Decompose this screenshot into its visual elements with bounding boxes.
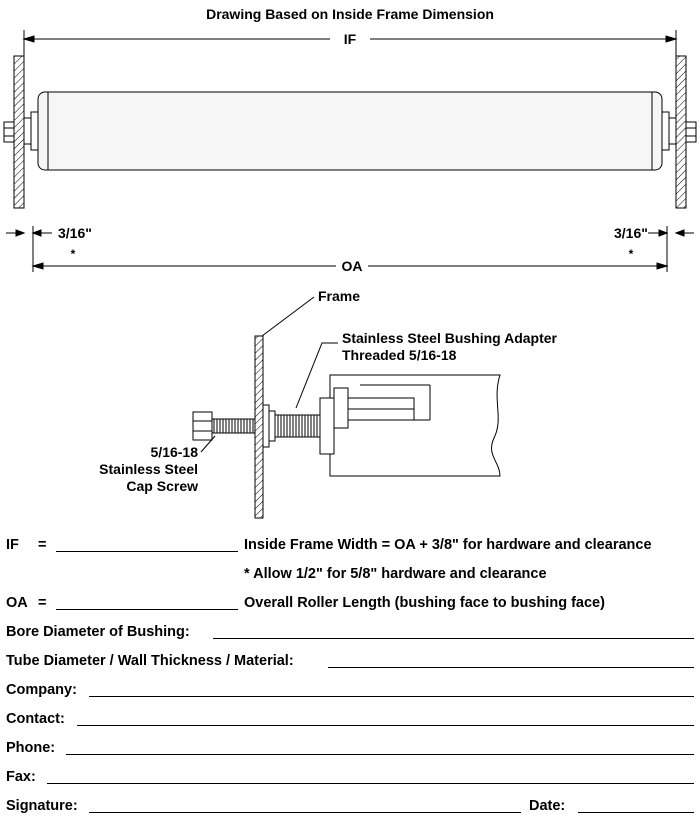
- date-label: Date:: [529, 798, 566, 814]
- asterisk-right: *: [628, 247, 634, 261]
- asterisk-left: *: [70, 247, 76, 261]
- fax-label: Fax:: [6, 769, 36, 785]
- frame-label: Frame: [318, 288, 361, 304]
- roller-end-section: [320, 375, 500, 476]
- drawing-title: Drawing Based on Inside Frame Dimension: [206, 6, 494, 22]
- clearance-left-label: 3/16": [58, 225, 92, 241]
- fax-line[interactable]: [47, 783, 694, 784]
- contact-label: Contact:: [6, 711, 65, 727]
- clearance-dimension-right: [648, 230, 694, 236]
- screw-label-line3: Cap Screw: [126, 478, 198, 494]
- left-frame: [14, 56, 24, 208]
- adapter-label-line1: Stainless Steel Bushing Adapter: [342, 330, 557, 346]
- phone-line[interactable]: [66, 754, 694, 755]
- tube-row: [0, 651, 700, 675]
- frame-leader: [262, 297, 314, 336]
- if-equals: =: [38, 537, 47, 553]
- tube-line[interactable]: [328, 667, 694, 668]
- contact-row: [0, 709, 700, 733]
- clearance-right-label: 3/16": [614, 225, 648, 241]
- signature-line[interactable]: [89, 812, 521, 813]
- roller-tube: [38, 92, 662, 170]
- phone-label: Phone:: [6, 740, 56, 756]
- if-note: * Allow 1/2" for 5/8" hardware and clearance: [244, 566, 547, 582]
- screw-label-line2: Stainless Steel: [99, 461, 198, 477]
- oa-equals: =: [38, 595, 47, 611]
- signature-row: [0, 796, 700, 820]
- oa-label: OA: [6, 595, 28, 611]
- date-line[interactable]: [578, 812, 694, 813]
- cap-screw: [193, 412, 255, 440]
- adapter-label-line2: Threaded 5/16-18: [342, 347, 457, 363]
- signature-label: Signature:: [6, 798, 78, 814]
- screw-label-line1: 5/16-18: [150, 444, 198, 460]
- contact-line[interactable]: [77, 725, 694, 726]
- bore-line[interactable]: [213, 638, 694, 639]
- oa-dimension-label: OA: [341, 258, 363, 274]
- if-row: [0, 535, 700, 559]
- right-frame: [676, 56, 686, 208]
- bore-label: Bore Diameter of Bushing:: [6, 624, 190, 640]
- if-label: IF: [6, 537, 19, 553]
- if-value-line[interactable]: [56, 551, 238, 552]
- oa-description: Overall Roller Length (bushing face to bushing face): [244, 595, 605, 611]
- bore-row: [0, 622, 700, 646]
- oa-row: [0, 593, 700, 617]
- tube-label: Tube Diameter / Wall Thickness / Material:: [6, 653, 294, 669]
- phone-row: [0, 738, 700, 762]
- oa-value-line[interactable]: [56, 609, 238, 610]
- if-dimension-label: IF: [343, 31, 357, 47]
- clearance-dimension-left: [6, 230, 52, 236]
- fax-row: [0, 767, 700, 791]
- detail-frame-wall: [255, 336, 263, 518]
- if-description: Inside Frame Width = OA + 3/8" for hardware and clearance: [244, 537, 652, 553]
- company-label: Company:: [6, 682, 77, 698]
- company-line[interactable]: [89, 696, 694, 697]
- company-row: [0, 680, 700, 704]
- if-note-row: [0, 564, 700, 588]
- bushing-adapter: [263, 405, 320, 447]
